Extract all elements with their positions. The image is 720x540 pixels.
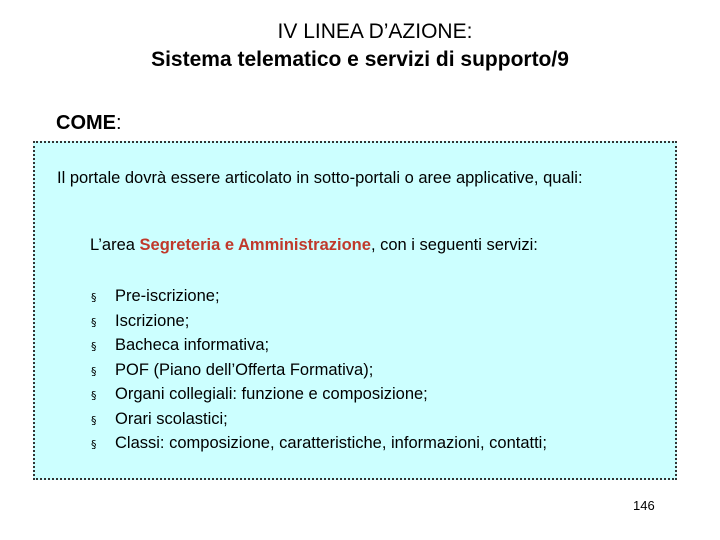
service-label: Bacheca informativa; [115, 336, 270, 354]
page-number: 146 [633, 498, 655, 513]
service-label: POF (Piano dell’Offerta Formativa); [115, 360, 374, 379]
list-item [91, 334, 547, 359]
intro-text: Il portale dovrà essere articolato in sotto-portali o aree applicative, quali: [57, 169, 583, 187]
come-label: COME [56, 112, 116, 134]
title-line-2: Sistema telematico e servizi di supporto/9 [151, 48, 569, 71]
list-item [91, 383, 547, 408]
service-label: Organi collegiali: funzione e composizione; [115, 385, 428, 403]
services-list [91, 285, 547, 457]
bullet-icon: § [91, 413, 97, 427]
bullet-icon: § [91, 340, 97, 353]
bullet-icon: § [91, 291, 97, 304]
slide-title [0, 18, 720, 74]
service-label: Iscrizione; [115, 311, 190, 330]
area-highlight: Segreteria e Amministrazione [139, 236, 371, 254]
list-item [91, 310, 547, 335]
list-item [91, 432, 547, 457]
bullet-icon: § [91, 315, 97, 329]
come-colon: : [116, 112, 122, 134]
bullet-icon: § [91, 364, 97, 378]
area-suffix: , con i seguenti servizi: [370, 236, 538, 254]
come-heading [56, 112, 122, 135]
service-label: Orari scolastici; [115, 409, 228, 428]
bullet-icon: § [91, 389, 97, 402]
service-label: Pre-iscrizione; [115, 287, 220, 305]
area-heading [90, 236, 538, 255]
list-item [91, 285, 547, 310]
area-prefix: L’area [90, 236, 140, 254]
title-line-1: IV LINEA D’AZIONE: [277, 20, 473, 43]
service-label: Classi: composizione, caratteristiche, informazioni, contatti; [115, 434, 547, 452]
content-box [33, 141, 677, 480]
list-item [91, 359, 547, 384]
bullet-icon: § [91, 438, 97, 451]
list-item [91, 408, 547, 433]
